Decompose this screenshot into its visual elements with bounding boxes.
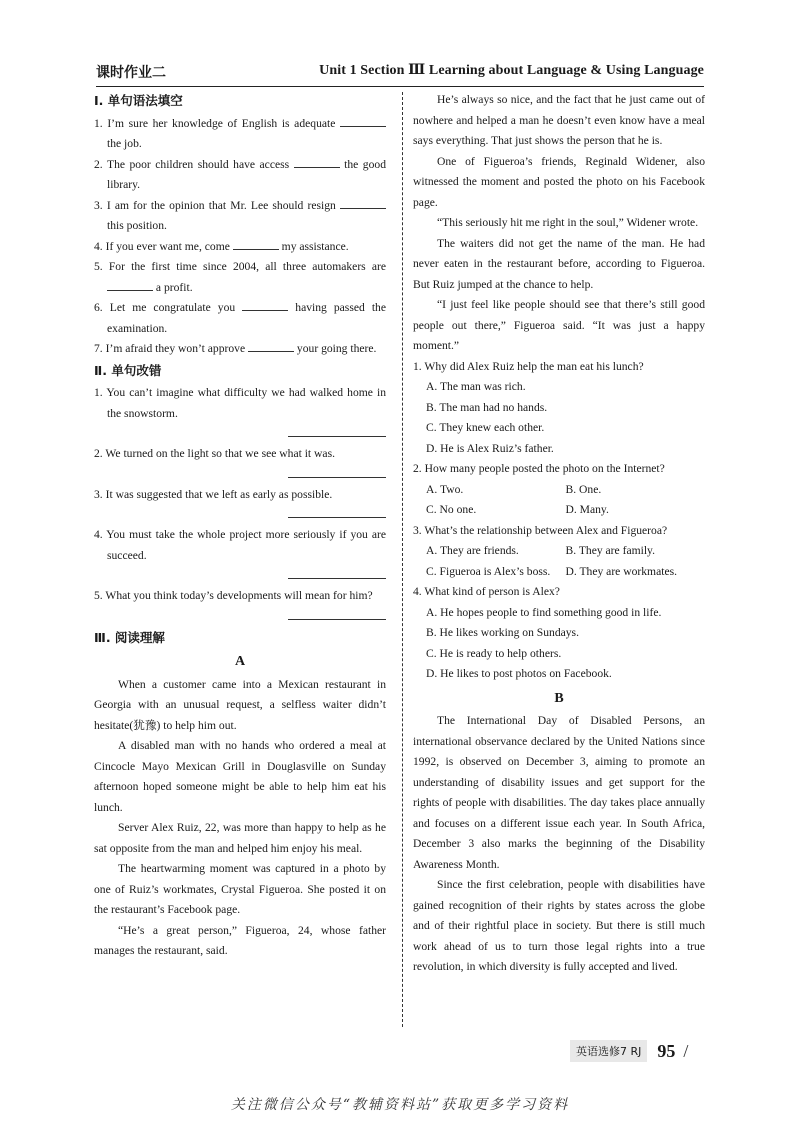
answer-blank[interactable] <box>294 156 340 168</box>
unit-title: Unit 1 Section Ⅲ Learning about Language & Using Language <box>319 63 704 78</box>
page-header <box>96 60 704 87</box>
option[interactable]: D. Many. <box>565 503 609 516</box>
option[interactable]: D. They are workmates. <box>565 564 677 578</box>
passage-paragraph: “I just feel like people should see that there’s still good people out there,” Figueroa said. “It was just a happy moment.” <box>413 298 705 352</box>
option[interactable]: B. He likes working on Sundays. <box>426 626 579 639</box>
correction-item: 3. It was suggested that we left as early as possible. <box>94 487 333 501</box>
option[interactable]: C. He is ready to help others. <box>426 646 562 660</box>
passage-paragraph: When a customer came into a Mexican restaurant in Georgia with an unusual request, a selfless waiter didn’t hesitate(犹豫) to help him out. <box>94 677 386 732</box>
passage-paragraph: One of Figueroa’s friends, Reginald Widener, also witnessed the moment and posted the photo on his Facebook page. <box>413 154 705 209</box>
passage-paragraph: Since the first celebration, people with disabilities have gained recognition of their rights by states across the globe and of their rightful place in society. But there is still much work ahead of us to turn those legal rights into a true revolution, in which diversity is fully accepted and lived. <box>413 878 705 973</box>
passage-paragraph: “He’s a great person,” Figueroa, 24, whose father manages the restaurant, said. <box>94 923 386 957</box>
passage-paragraph: “This seriously hit me right in the soul,” Widener wrote. <box>437 216 699 229</box>
passage-paragraph: The heartwarming moment was captured in a photo by one of Ruiz’s workmates, Crystal Figueroa. She posted it on the restaurant’s Facebook page. <box>94 862 386 916</box>
page-footer <box>570 1040 688 1062</box>
option[interactable]: C. They knew each other. <box>426 421 545 434</box>
section1-title: Ⅰ. 单句语法填空 <box>94 93 183 108</box>
promo-note: 关注微信公众号“教辅资料站”获取更多学习资料 <box>230 1097 570 1113</box>
slash-decoration: / <box>683 1040 689 1061</box>
option[interactable]: A. Two. <box>426 482 464 496</box>
question-4 <box>413 582 705 685</box>
correction-item: 2. We turned on the light so that we see what it was. <box>94 447 335 460</box>
page-number: 95 <box>657 1040 676 1061</box>
grammar-item: 6. Let me congratulate you having passed the examination. <box>94 301 386 335</box>
left-column <box>94 90 386 962</box>
grammar-item: 2. The poor children should have access the good library. <box>94 157 386 191</box>
section2-title: Ⅱ. 单句改错 <box>94 362 162 378</box>
question-2 <box>413 459 705 521</box>
passage-b-label: B <box>554 690 564 706</box>
question-text: 4. What kind of person is Alex? <box>413 585 560 598</box>
question-3 <box>413 521 705 583</box>
question-text: 3. What’s the relationship between Alex and Figueroa? <box>413 523 668 537</box>
correction-line[interactable] <box>94 566 386 586</box>
option[interactable]: D. He likes to post photos on Facebook. <box>426 667 612 680</box>
question-text: 1. Why did Alex Ruiz help the man eat his lunch? <box>413 359 644 373</box>
correction-item: 5. What you think today’s developments will mean for him? <box>94 589 373 602</box>
correction-line[interactable] <box>94 465 386 485</box>
correction-line[interactable] <box>94 607 386 627</box>
question-text: 2. How many people posted the photo on the Internet? <box>413 462 665 475</box>
answer-blank[interactable] <box>340 115 386 127</box>
answer-blank[interactable] <box>107 279 153 291</box>
passage-paragraph: The International Day of Disabled Persons, an international observance declared by the United Nations since 1992, is observed on December 3, aiming to promote an understanding of disability issues and get support for the rights of people with disabilities. The day takes place annually and focuses on a different issue each year. In South Africa, December 3 also marks the beginning of the Disability Awareness Month. <box>413 714 705 871</box>
grammar-item: 3. I am for the opinion that Mr. Lee should resign this position. <box>94 196 386 237</box>
grammar-item: 5. For the first time since 2004, all three automakers are a profit. <box>94 260 386 294</box>
correction-line[interactable] <box>94 424 386 444</box>
option[interactable]: A. They are friends. <box>426 544 519 557</box>
option[interactable]: B. The man had no hands. <box>426 400 548 414</box>
option[interactable]: A. The man was rich. <box>426 380 526 393</box>
passage-paragraph: Server Alex Ruiz, 22, was more than happy to help as he sat opposite from the man and helped him enjoy his meal. <box>94 821 386 855</box>
option[interactable]: A. He hopes people to find something good in life. <box>426 605 662 619</box>
answer-blank[interactable] <box>340 197 386 209</box>
option[interactable]: C. No one. <box>426 503 477 516</box>
passage-a-label: A <box>234 654 246 669</box>
question-1 <box>413 357 705 460</box>
answer-blank[interactable] <box>242 299 288 311</box>
right-column <box>413 90 705 978</box>
grammar-item: 4. If you ever want me, come my assistance. <box>94 239 349 253</box>
option[interactable]: B. One. <box>565 482 602 496</box>
answer-blank[interactable] <box>248 340 294 352</box>
passage-paragraph: He’s always so nice, and the fact that he just came out of nowhere and helped a man he doesn’t even know have a meal says everything. That just shows the person that he is. <box>413 93 705 147</box>
correction-line[interactable] <box>94 505 386 525</box>
option[interactable]: C. Figueroa is Alex’s boss. <box>426 564 551 578</box>
option[interactable]: D. He is Alex Ruiz’s father. <box>426 441 554 455</box>
option[interactable]: B. They are family. <box>565 544 656 557</box>
homework-title: 课时作业二 <box>96 65 166 81</box>
grammar-item: 7. I’m afraid they won’t approve your going there. <box>94 342 377 355</box>
correction-item: 1. You can’t imagine what difficulty we had walked home in the snowstorm. <box>94 386 386 420</box>
grammar-item: 1. I’m sure her knowledge of English is adequate the job. <box>94 114 386 155</box>
correction-item: 4. You must take the whole project more seriously if you are succeed. <box>94 528 386 562</box>
book-label: 英语选修7 RJ <box>570 1040 647 1062</box>
passage-paragraph: The waiters did not get the name of the man. He had never eaten in the restaurant before, according to Figueroa. But Ruiz jumped at the chance to help. <box>413 236 705 291</box>
passage-paragraph: A disabled man with no hands who ordered a meal at Cincocle Mayo Mexican Grill in Douglasville on Sunday afternoon hoped someone might be able to help him eat his lunch. <box>94 739 386 814</box>
column-divider <box>402 92 403 1027</box>
section3-title: Ⅲ. 阅读理解 <box>94 629 165 645</box>
answer-blank[interactable] <box>233 238 279 250</box>
